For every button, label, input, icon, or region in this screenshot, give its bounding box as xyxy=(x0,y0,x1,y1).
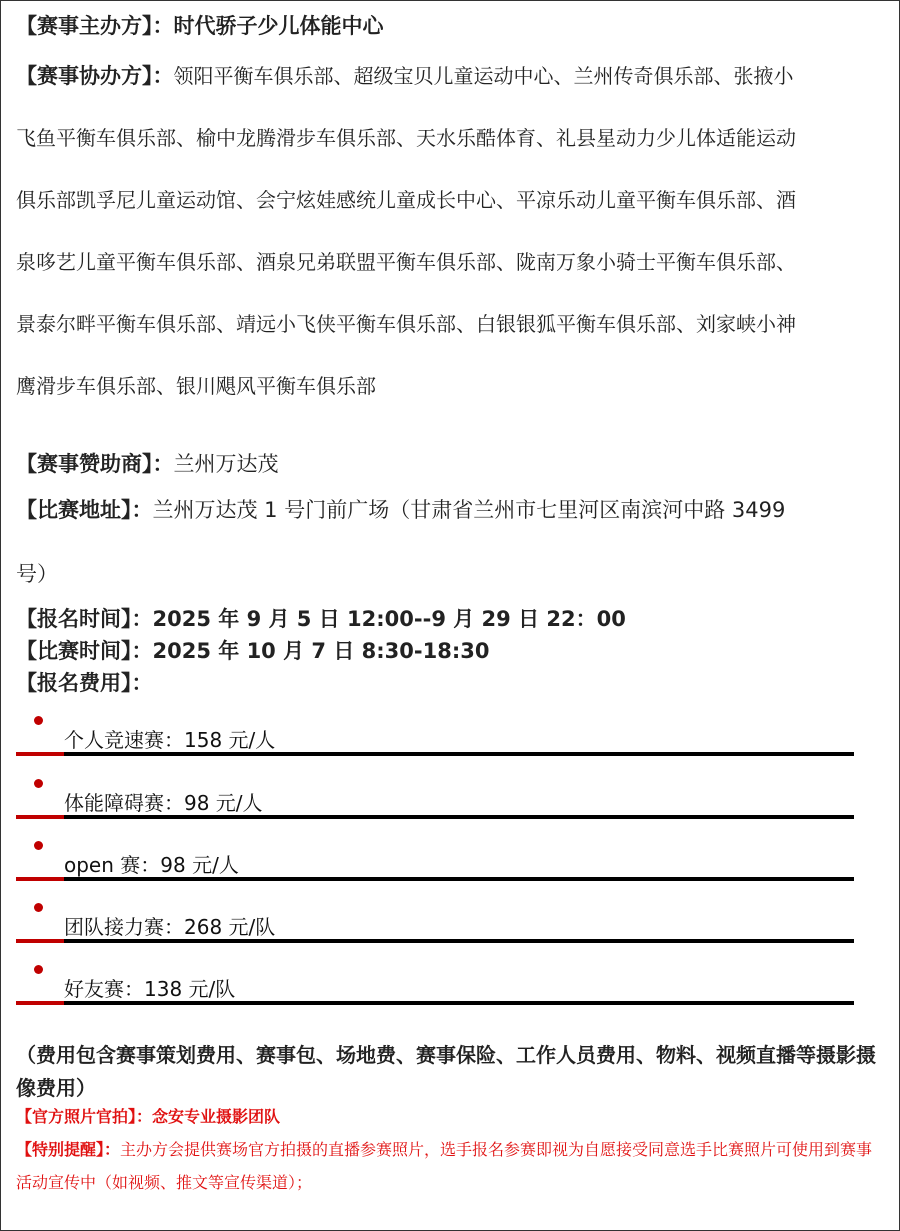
fee-item xyxy=(16,903,856,943)
co-organizer-text: 领阳平衡车俱乐部、超级宝贝儿童运动中心、兰州传奇俱乐部、张掖小 xyxy=(173,64,794,88)
fee-underline xyxy=(16,815,854,819)
co-organizer-line-1 xyxy=(16,60,794,90)
reminder xyxy=(16,1133,888,1199)
registration-time-value: 2025 年 9 月 5 日 12:00--9 月 29 日 22：00 xyxy=(152,607,626,631)
fee-underline xyxy=(16,939,854,943)
organizer-label: 【赛事主办方】： xyxy=(16,13,174,38)
fee-item xyxy=(16,965,856,1005)
fee-underline-accent xyxy=(16,939,64,943)
co-organizer-label: 【赛事协办方】： xyxy=(16,63,174,88)
bullet-icon xyxy=(34,841,43,850)
photographer-label: 【官方照片官拍】： xyxy=(16,1107,153,1126)
address-line xyxy=(16,494,785,524)
registration-time-line xyxy=(16,603,626,633)
sponsor-value: 兰州万达茂 xyxy=(173,452,279,476)
co-organizer-line-3: 俱乐部凯孚尼儿童运动馆、会宁炫娃感统儿童成长中心、平凉乐动儿童平衡车俱乐部、酒 xyxy=(16,188,796,212)
organizer-line xyxy=(16,10,384,40)
competition-time-line xyxy=(16,635,489,665)
fee-underline-accent xyxy=(16,877,64,881)
reminder-label: 【特别提醒】： xyxy=(16,1140,121,1159)
co-organizer-line-4: 泉哆艺儿童平衡车俱乐部、酒泉兄弟联盟平衡车俱乐部、陇南万象小骑士平衡车俱乐部、 xyxy=(16,250,796,274)
fee-underline-accent xyxy=(16,815,64,819)
fee-item-text: open 赛：98 元/人 xyxy=(64,853,239,877)
address-line-2: 号） xyxy=(16,562,58,586)
registration-time-label: 【报名时间】： xyxy=(16,606,153,631)
reminder-value: 主办方会提供赛场官方拍摄的直播参赛照片，选手报名参赛即视为自愿接受同意选手比赛照片可使用到赛事活动宣传中（如视频、推文等宣传渠道）； xyxy=(16,1140,873,1192)
competition-time-value: 2025 年 10 月 7 日 8:30-18:30 xyxy=(152,639,490,663)
fee-underline-accent xyxy=(16,752,64,756)
sponsor-line xyxy=(16,448,279,478)
sponsor-label: 【赛事赞助商】： xyxy=(16,451,174,476)
fee-item xyxy=(16,841,856,881)
bullet-icon xyxy=(34,716,43,725)
photographer-value: 念安专业摄影团队 xyxy=(152,1107,281,1126)
co-organizer-line-2: 飞鱼平衡车俱乐部、榆中龙腾滑步车俱乐部、天水乐酷体育、礼县星动力少儿体适能运动 xyxy=(16,126,796,150)
organizer-value: 时代骄子少儿体能中心 xyxy=(173,13,384,38)
fee-underline-accent xyxy=(16,1001,64,1005)
photographer-line xyxy=(16,1100,888,1133)
co-organizer-line-5: 景泰尔畔平衡车俱乐部、靖远小飞侠平衡车俱乐部、白银银狐平衡车俱乐部、刘家峡小神 xyxy=(16,312,796,336)
co-organizer-line-6: 鹰滑步车俱乐部、银川飓风平衡车俱乐部 xyxy=(16,374,376,398)
bullet-icon xyxy=(34,903,43,912)
address-label: 【比赛地址】： xyxy=(16,497,153,522)
fee-item-text: 好友赛：138 元/队 xyxy=(64,977,236,1001)
bullet-icon xyxy=(34,965,43,974)
fee-item-text: 体能障碍赛：98 元/人 xyxy=(64,791,263,815)
fee-note: （费用包含赛事策划费用、赛事包、场地费、赛事保险、工作人员费用、物料、视频直播等摄影摄像费用） xyxy=(16,1043,876,1100)
fee-item-text: 团队接力赛：268 元/队 xyxy=(64,915,276,939)
fee-item xyxy=(16,716,856,756)
fee-underline xyxy=(16,877,854,881)
fees-label: 【报名费用】： xyxy=(16,670,153,695)
fee-underline xyxy=(16,752,854,756)
fee-item xyxy=(16,779,856,819)
bullet-icon xyxy=(34,779,43,788)
competition-time-label: 【比赛时间】： xyxy=(16,638,153,663)
address-value: 兰州万达茂 1 号门前广场（甘肃省兰州市七里河区南滨河中路 3499 xyxy=(152,498,786,522)
fee-underline xyxy=(16,1001,854,1005)
fee-item-text: 个人竞速赛：158 元/人 xyxy=(64,728,276,752)
